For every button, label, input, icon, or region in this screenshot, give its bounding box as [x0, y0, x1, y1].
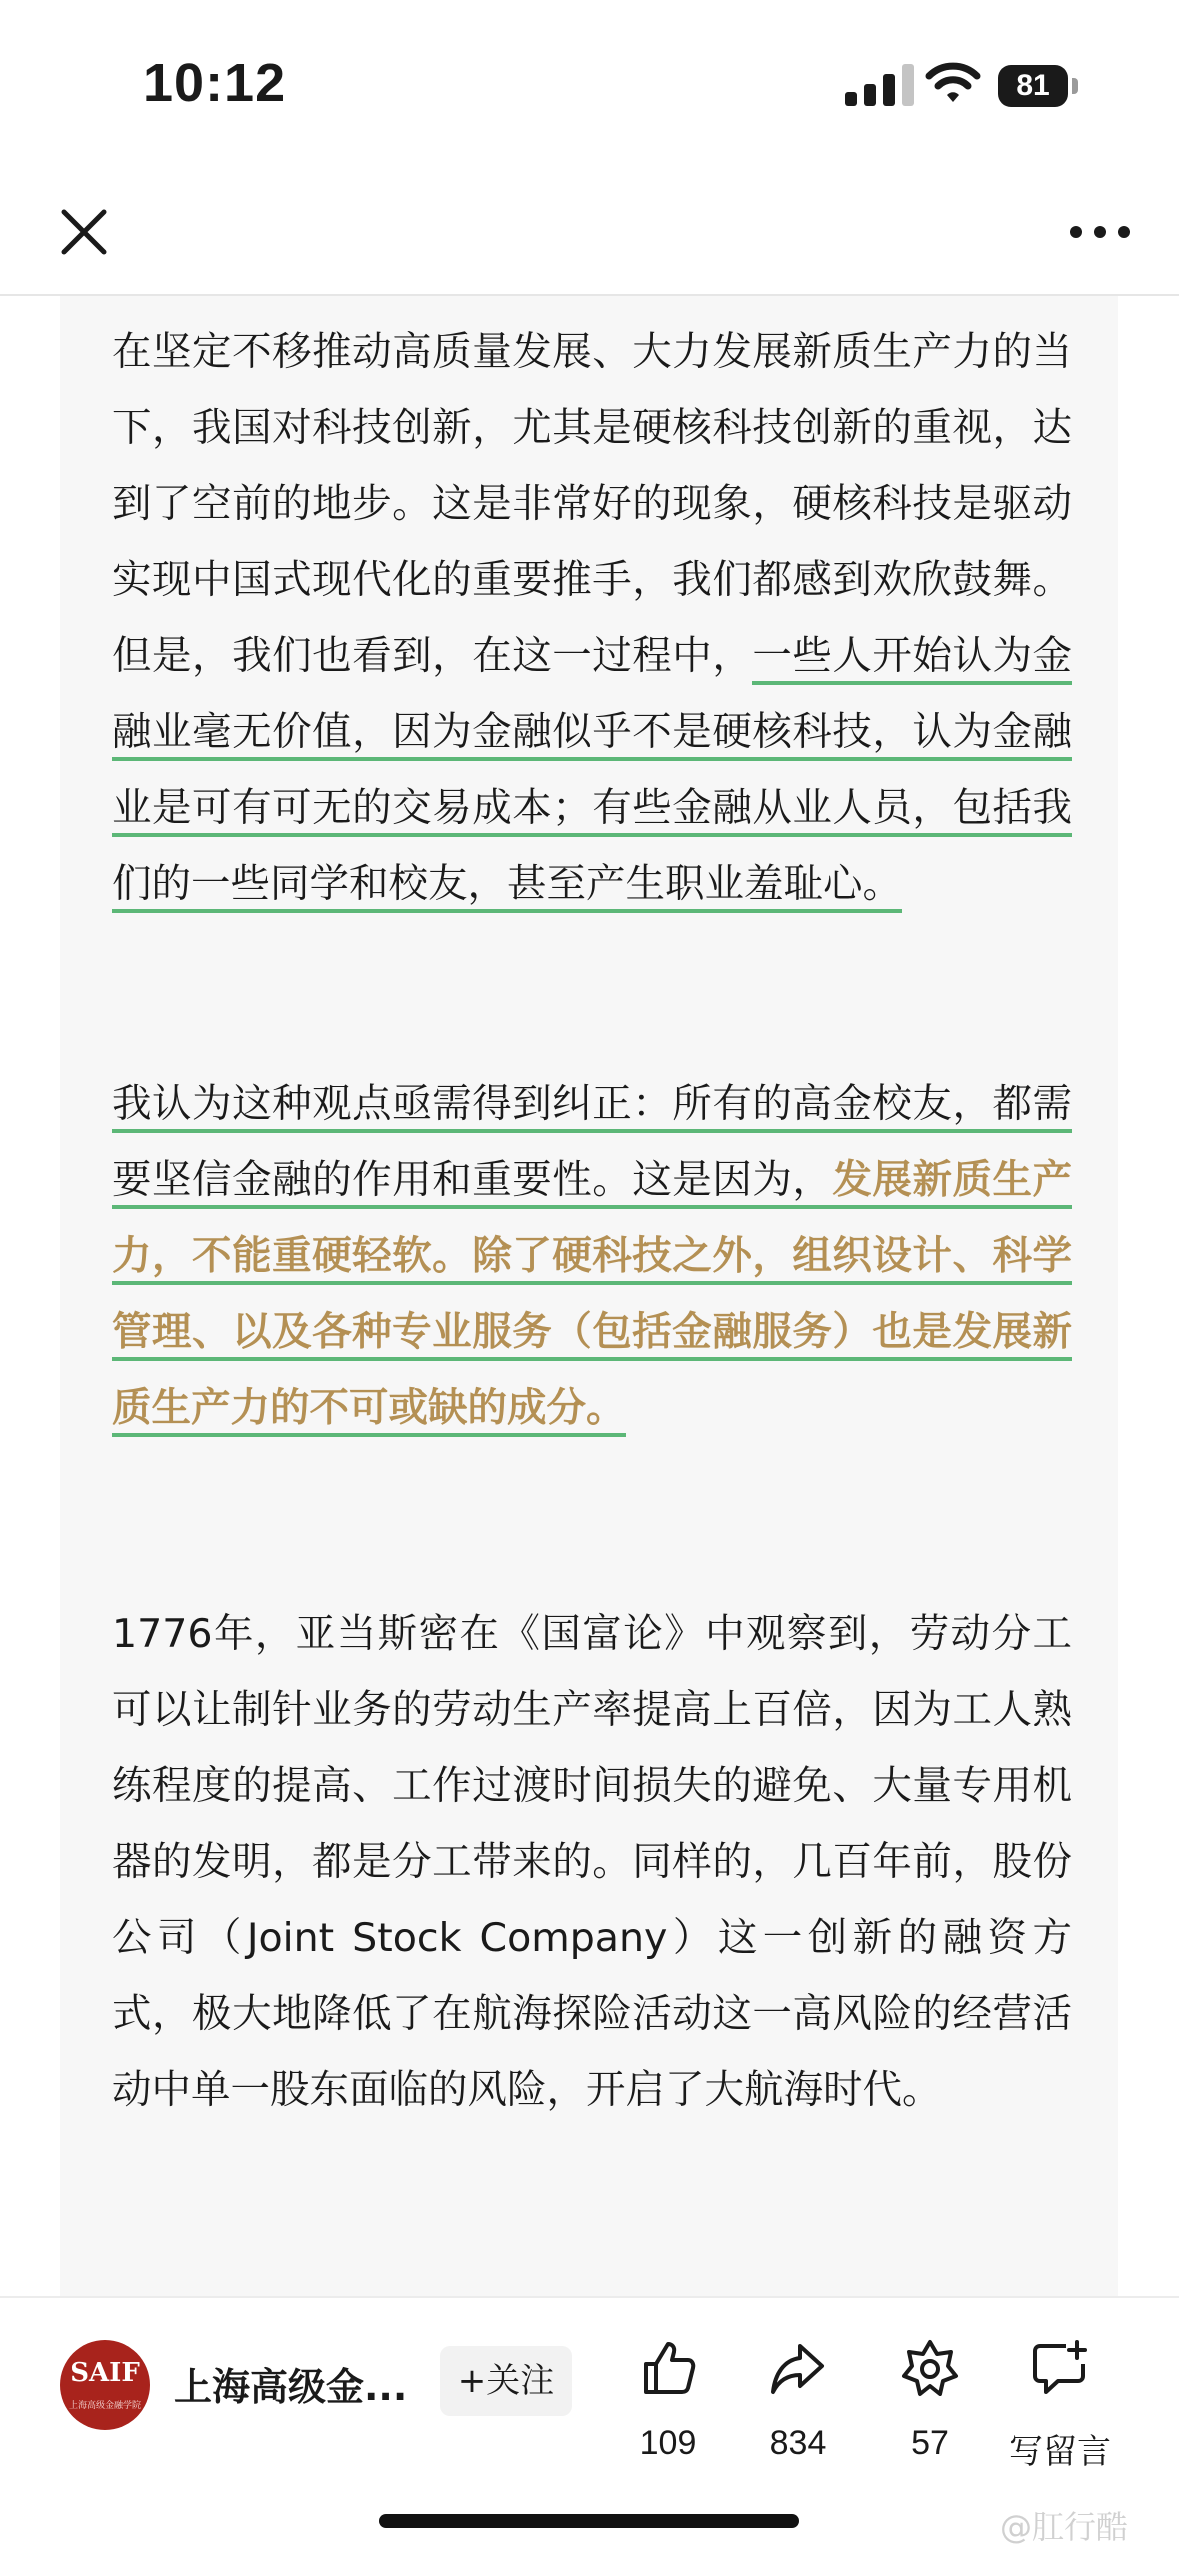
paragraph-2	[112, 1066, 1072, 1446]
wow-count: 57	[911, 2424, 949, 2462]
share-count: 834	[769, 2424, 827, 2462]
paragraph-3: 1776年，亚当斯密在《国富论》中观察到，劳动分工可以让制针业务的劳动生产率提高上百倍，因为工人熟练程度的提高、工作过渡时间损失的避免、大量专用机器的发明，都是分工带来的。同样的，几百年前，股份公司（Joint Stock Company）这一创新的融资方式，极大地降低了在航海探险活动这一高风险的经营活动中单一股东面临的风险，开启了大航海时代。	[112, 1611, 1072, 2113]
comment-label: 写留言	[1009, 2433, 1111, 2471]
status-time: 10:12	[143, 53, 287, 113]
like-count: 109	[639, 2424, 697, 2462]
wow-star-icon	[900, 2338, 960, 2398]
paragraph-2-highlighted: 发展新质生产力，不能重硬轻软。除了硬科技之外，组织设计、科学管理、以及各种专业服务（包括金融服务）也是发展新质生产力的不可或缺的成分。	[112, 1157, 1072, 1437]
thumbs-up-icon	[638, 2338, 698, 2398]
avatar-logo: SAIF	[70, 2358, 140, 2388]
paragraph-2-underlined: 我认为这种观点亟需得到纠正：所有的高金校友，都需要坚信金融的作用和重要性。这是因为，	[112, 1081, 1072, 1209]
paragraph-1-text: 在坚定不移推动高质量发展、大力发展新质生产力的当下，我国对科技创新，尤其是硬核科技创新的重视，达到了空前的地步。这是非常好的现象，硬核科技是驱动实现中国式现代化的重要推手，我们都感到欢欣鼓舞。但是，我们也看到，在这一过程中，	[112, 329, 1072, 679]
paragraph-1	[112, 314, 1072, 922]
close-icon[interactable]	[52, 200, 116, 264]
watermark: @肛行酷	[1000, 2508, 1129, 2546]
paragraph-1-underlined: 一些人开始认为金融业毫无价值，因为金融似乎不是硬核科技，认为金融业是可有可无的交易成本；有些金融从业人员，包括我们的一些同学和校友，甚至产生职业羞耻心。	[112, 633, 1072, 913]
avatar-logo-sub: 上海高级金融学院	[68, 2401, 141, 2411]
account-avatar[interactable]	[60, 2340, 150, 2430]
battery-level: 81	[998, 65, 1068, 107]
comment-plus-icon	[1030, 2338, 1090, 2398]
more-icon[interactable]	[1060, 200, 1140, 264]
cellular-signal-icon	[845, 64, 917, 106]
comment-button[interactable]	[1000, 2328, 1120, 2478]
article-body	[60, 296, 1118, 2296]
nav-bar	[0, 170, 1179, 296]
wifi-icon	[925, 60, 981, 106]
share-button[interactable]	[738, 2328, 858, 2478]
status-bar	[0, 0, 1179, 170]
battery-tip	[1072, 78, 1078, 94]
share-arrow-icon	[768, 2338, 828, 2398]
account-name[interactable]: 上海高级金...	[174, 2365, 408, 2409]
follow-button[interactable]: +关注	[440, 2346, 572, 2416]
wow-button[interactable]	[870, 2328, 990, 2478]
home-indicator[interactable]	[379, 2514, 799, 2528]
battery-icon	[998, 65, 1078, 107]
like-button[interactable]	[608, 2328, 728, 2478]
